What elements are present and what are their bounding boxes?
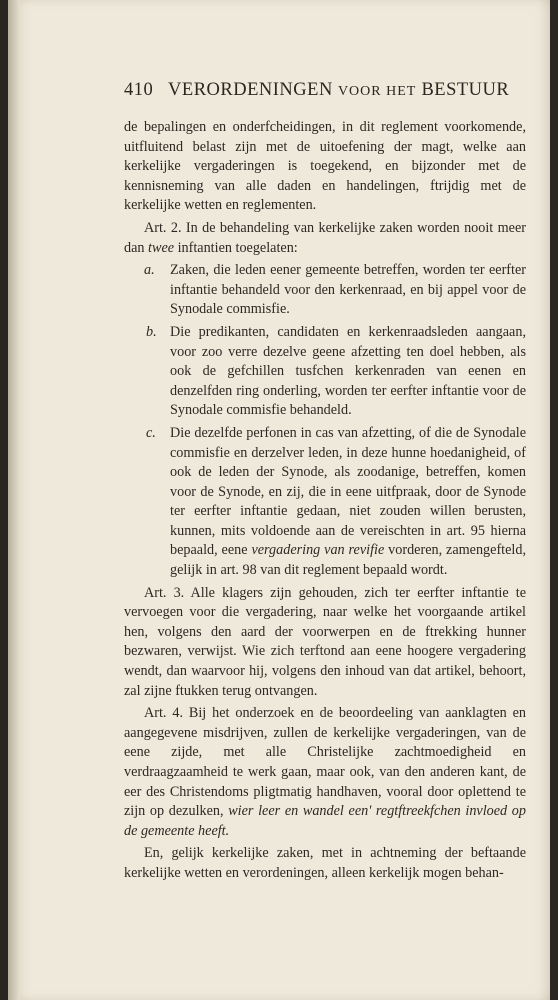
list-item-a bbox=[124, 261, 526, 320]
header-title-part2: BESTUUR bbox=[421, 80, 510, 100]
header-title-part1: VERORDENINGEN bbox=[168, 80, 333, 100]
list-item-b bbox=[124, 323, 526, 421]
paragraph-final: En, gelijk kerkelijke zaken, met in achtneming der beftaande kerkelijke wetten en verordeningen, alleen kerkelijk mogen behan- bbox=[124, 845, 526, 881]
list-item-c-emphasis: vergadering van revifie bbox=[251, 542, 385, 559]
list-item-c-label: c. bbox=[146, 424, 156, 441]
article-2 bbox=[124, 219, 526, 258]
running-header bbox=[124, 80, 510, 101]
article-2-emphasis: twee bbox=[148, 239, 175, 256]
page-number: 410 bbox=[124, 80, 154, 100]
list-item-c-text-a: Die dezelfde perfonen in cas van afzetting, of die de Synodale commisfie en derzelver leden, in deze hunne hoedanigheid, of ook de leden der Synode, als zoodanige, betreffen, komen voor de Synode, en zij, die in eene uitfpraak, door de Synode ter eerfter inftantie gedaan, niet zouden willen berusten, kunnen, mits voldoende aan de vereischten in art. 95 hierna bepaald, eene bbox=[170, 424, 526, 559]
list-item-a-text: Zaken, die leden eener gemeente betreffen, worden ter eerfter inftantie behandeld voor den kerkenraad, en bij appel voor de Synodale commisfie. bbox=[170, 262, 526, 318]
paragraph-continuation: de bepalingen en onderfcheidingen, in dit reglement voorkomende, uitfluitend belast zijn met de uitoefening der magt, welke aan kerkelijke vergaderingen is toegekend, en bijzonder met de kennisneming van alle daden en handelingen, ftrijdig met de kerkelijke wetten en reglementen. bbox=[124, 119, 526, 214]
article-4-emphasis: wier leer en wandel een' regtftreekfchen invloed op de gemeente heeft. bbox=[124, 803, 526, 839]
page-gutter bbox=[8, 0, 20, 1000]
article-2-text-b: inftantien toegelaten: bbox=[174, 239, 298, 256]
list-item-b-label: b. bbox=[146, 323, 157, 340]
list-item-c bbox=[124, 424, 526, 581]
article-4-text: Art. 4. Bij het onderzoek en de beoordeeling van aanklagten en aangegevene misdrijven, zullen de kerkelijke vergaderingen, van de eene zijde, met alle Christelijke zachtmoedigheid en verdraagzaamheid te werk gaan, maar ook, van den anderen kant, de eer des Christendoms pligtmatig handhaven, vooral door oplettend te zijn op dezulken, bbox=[124, 705, 526, 820]
list-item-b-text: Die predikanten, candidaten en kerkenraadsleden aangaan, voor zoo verre dezelve geene afzetting ten doel hebben, als ook de gefchillen tusfchen kerkenraden van eenen en denzelfden ring onderling, worden ter eerfter inftantie voor de Synodale commisfie behandeld. bbox=[170, 323, 526, 419]
article-4 bbox=[124, 704, 526, 841]
header-title-small: VOOR HET bbox=[337, 84, 417, 99]
list-item-a-label: a. bbox=[144, 262, 155, 279]
body-text bbox=[124, 118, 526, 884]
article-3: Art. 3. Alle klagers zijn gehouden, zich ter eerfter inftantie te vervoegen voor die vergadering, naar welke het voorgaande artikel hen, volgens den aard der voorwerpen en de ftrekking hunner bezwaren, verwijst. Wie zich terftond aan eene hoogere vergadering wendt, dan waarvoor hij, volgens den inhoud van dat artikel, behoort, zal zijne ftukken terug ontvangen. bbox=[124, 584, 526, 699]
article-2-text-a: Art. 2. In de behandeling van kerkelijke zaken worden nooit meer dan bbox=[124, 219, 526, 256]
list-item-c-text-b: vorderen, zamengefteld, gelijk in art. 98 van dit reglement bepaald wordt. bbox=[170, 542, 526, 579]
